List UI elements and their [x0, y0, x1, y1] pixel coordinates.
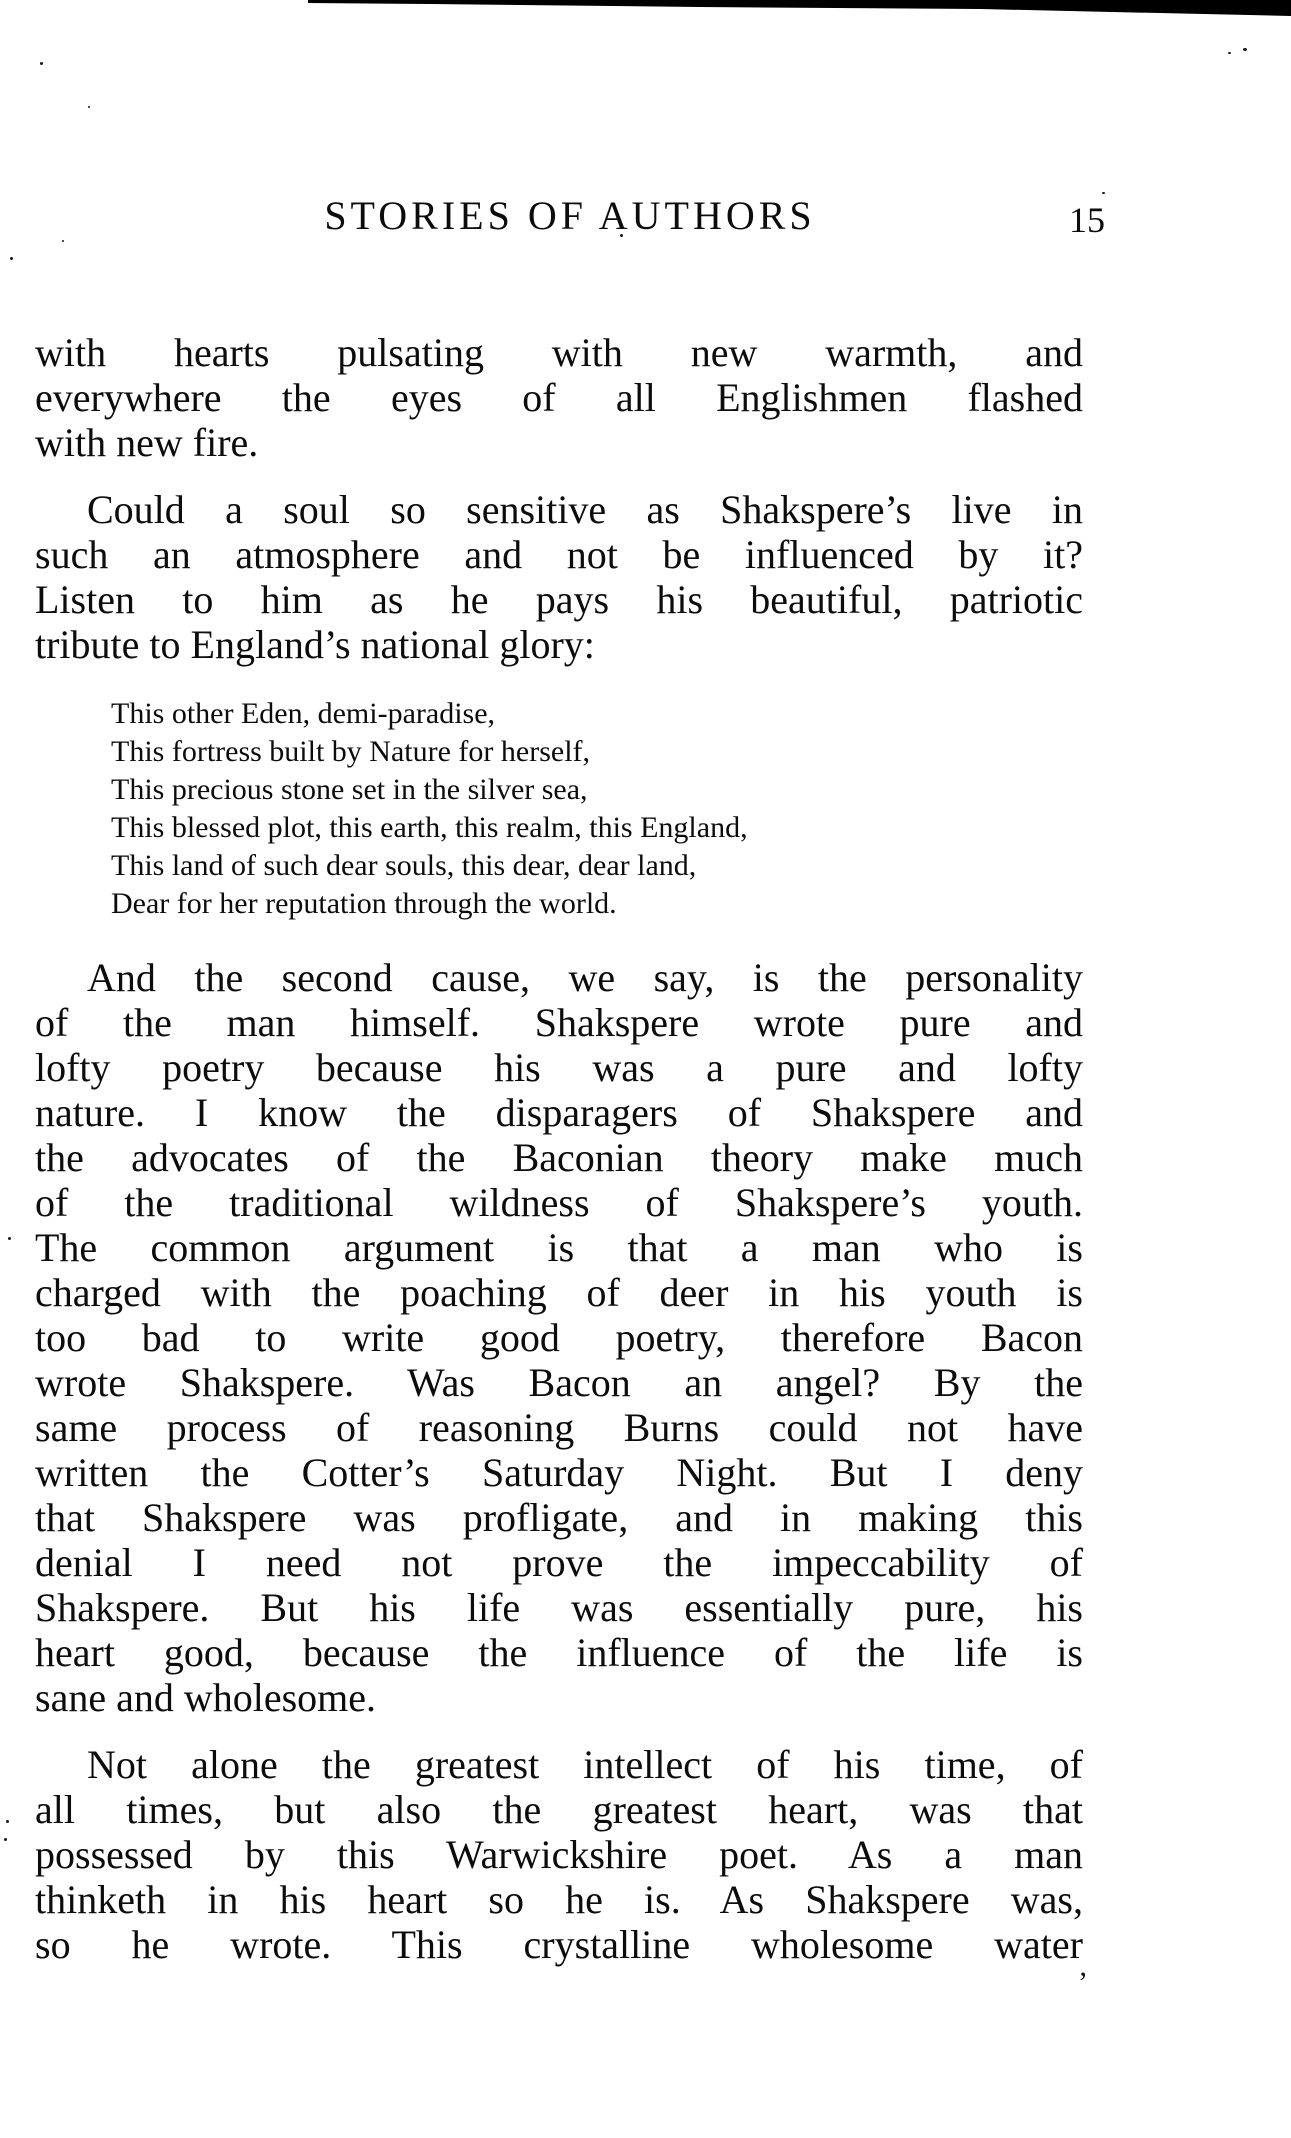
- text-line: The common argument is that a man who is: [35, 1225, 1083, 1270]
- page-number: 15: [1069, 200, 1105, 240]
- text-line: so he wrote. This crystalline wholesome water: [35, 1922, 1083, 1967]
- text-line: such an atmosphere and not be influenced by it?: [35, 532, 1083, 577]
- text-line: of the man himself. Shakspere wrote pure and: [35, 1000, 1083, 1045]
- text-line: possessed by this Warwickshire poet. As a man: [35, 1832, 1083, 1877]
- scan-artifact-speck: [40, 62, 43, 65]
- text-line: heart good, because the influence of the life is: [35, 1630, 1083, 1675]
- text-line: charged with the poaching of deer in his youth is: [35, 1270, 1083, 1315]
- page-header-title: STORIES OF AUTHORS: [324, 193, 816, 238]
- text-line: This precious stone set in the silver sea,: [111, 773, 588, 806]
- text-line: Could a soul so sensitive as Shakspere’s live in: [87, 487, 1083, 532]
- scan-artifact-speck: [62, 240, 64, 242]
- scan-artifact-speck: [4, 1838, 7, 1841]
- scan-artifact-speck: [1228, 52, 1231, 54]
- paragraph-continued: [35, 330, 1083, 465]
- scan-artifact-speck: [6, 1820, 9, 1823]
- paragraph-second-cause: [35, 955, 1083, 1720]
- scan-artifact-speck: [1243, 48, 1247, 51]
- scan-artifact-comma-mark: ’: [1078, 1966, 1088, 1999]
- scan-artifact-speck: [8, 1237, 11, 1240]
- text-line: that Shakspere was profligate, and in making this: [35, 1495, 1083, 1540]
- text-line: tribute to England’s national glory:: [35, 622, 595, 667]
- text-line: denial I need not prove the impeccability of: [35, 1540, 1083, 1585]
- text-line: of the traditional wildness of Shakspere’s youth.: [35, 1180, 1083, 1225]
- text-line: And the second cause, we say, is the personality: [87, 955, 1083, 1000]
- text-line: the advocates of the Baconian theory make much: [35, 1135, 1083, 1180]
- text-line: Dear for her reputation through the world.: [111, 887, 617, 920]
- text-line: thinketh in his heart so he is. As Shakspere was,: [35, 1877, 1083, 1922]
- text-line: nature. I know the disparagers of Shakspere and: [35, 1090, 1083, 1135]
- text-line: lofty poetry because his was a pure and lofty: [35, 1045, 1083, 1090]
- running-head: [35, 192, 1105, 240]
- paragraph-not-alone: [35, 1742, 1083, 1967]
- text-line: with hearts pulsating with new warmth, and: [35, 330, 1083, 375]
- paragraph-could-a-soul: [35, 487, 1083, 667]
- text-line: same process of reasoning Burns could not have: [35, 1405, 1083, 1450]
- text-line: with new fire.: [35, 420, 259, 465]
- text-line: This blessed plot, this earth, this realm, this England,: [111, 811, 748, 844]
- text-line: written the Cotter’s Saturday Night. But I deny: [35, 1450, 1083, 1495]
- text-line: Shakspere. But his life was essentially pure, his: [35, 1585, 1083, 1630]
- text-line: This land of such dear souls, this dear, dear land,: [111, 849, 697, 882]
- scan-artifact-top-edge: [0, 0, 1291, 18]
- scan-artifact-speck: [88, 106, 90, 108]
- text-line: too bad to write good poetry, therefore Bacon: [35, 1315, 1083, 1360]
- page-body: [35, 330, 1083, 1967]
- scan-artifact-speck: [10, 257, 13, 260]
- text-line: Not alone the greatest intellect of his time, of: [87, 1742, 1083, 1787]
- text-line: This fortress built by Nature for herself,: [111, 735, 591, 768]
- text-line: all times, but also the greatest heart, was that: [35, 1787, 1083, 1832]
- text-line: sane and wholesome.: [35, 1675, 377, 1720]
- verse-quote: [111, 695, 1083, 923]
- text-line: This other Eden, demi-paradise,: [111, 697, 496, 730]
- text-line: everywhere the eyes of all Englishmen flashed: [35, 375, 1083, 420]
- text-line: Listen to him as he pays his beautiful, patriotic: [35, 577, 1083, 622]
- text-line: wrote Shakspere. Was Bacon an angel? By the: [35, 1360, 1083, 1405]
